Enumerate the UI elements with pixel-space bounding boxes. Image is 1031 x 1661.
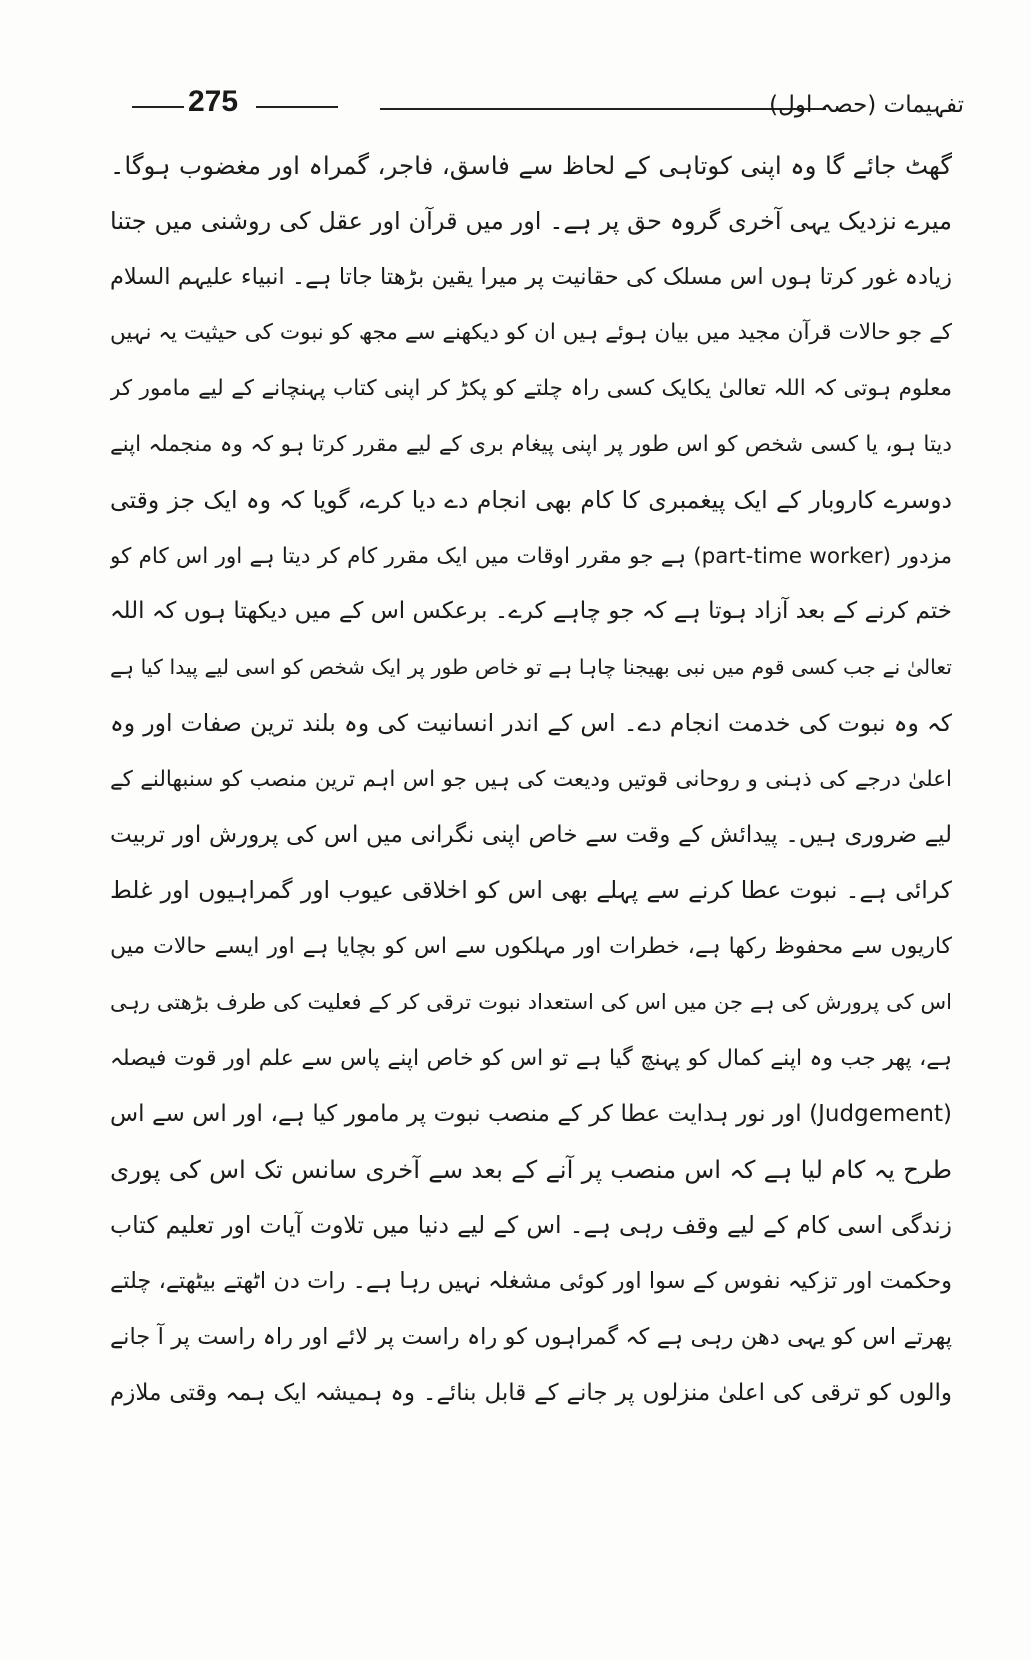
text-line: معلوم ہوتی کہ اللہ تعالیٰ یکایک کسی راہ چلتے کو پکڑ کر اپنی کتاب پہنچانے کے لیے مامور کر	[110, 376, 952, 402]
text-line: کاریوں سے محفوظ رکھا ہے، خطرات اور مہلکوں سے اس کو بچایا ہے اور ایسے حالات میں	[110, 934, 952, 960]
header-dash-right	[256, 106, 338, 108]
text-line: میرے نزدیک یہی آخری گروہ حق پر ہے۔ اور میں قرآن اور عقل کی روشنی میں جتنا	[110, 206, 952, 235]
page-header	[118, 84, 964, 124]
text-line: طرح یہ کام لیا ہے کہ اس منصب پر آنے کے بعد سے آخری سانس تک اس کی پوری	[110, 1155, 952, 1185]
text-line: پھرتے اس کو یہی دھن رہی ہے کہ گمراہوں کو راہ راست پر لائے اور راہ راست پر آ جانے	[110, 1323, 952, 1350]
text-line: تعالیٰ نے جب کسی قوم میں نبی بھیجنا چاہا ہے تو خاص طور پر ایک شخص کو اسی لیے پیدا کیا ہے	[110, 655, 952, 680]
text-line: (Judgement) اور نور ہدایت عطا کر کے منصب نبوت پر مامور کیا ہے، اور اس سے اس	[110, 1100, 952, 1127]
text-line: کے جو حالات قرآن مجید میں بیان ہوئے ہیں ان کو دیکھنے سے مجھ کو نبوت کی حیثیت یہ نہیں	[110, 320, 952, 346]
text-line: گھٹ جائے گا وہ اپنی کوتاہی کے لحاظ سے فاسق، فاجر، گمراہ اور مغضوب ہوگا۔	[110, 151, 952, 180]
header-dash-left	[132, 106, 184, 108]
page-number: 275	[188, 85, 239, 118]
text-line: زندگی اسی کام کے لیے وقف رہی ہے۔ اس کے لیے دنیا میں تلاوت آیات اور تعلیم کتاب	[110, 1211, 952, 1240]
text-line: مزدور (part-time worker) ہے جو مقرر اوقات میں ایک مقرر کام کر دیتا ہے اور اس کام کو	[110, 543, 952, 569]
text-line: وحکمت اور تزکیہ نفوس کے سوا اور کوئی مشغلہ نہیں رہا ہے۔ رات دن اٹھتے بیٹھتے، چلتے	[110, 1267, 952, 1294]
header-rule	[380, 108, 826, 110]
text-line: کہ وہ نبوت کی خدمت انجام دے۔ اس کے اندر انسانیت کی وہ بلند ترین صفات اور وہ	[110, 708, 952, 737]
text-line: ہے، پھر جب وہ اپنے کمال کو پہنچ گیا ہے تو اس کو خاص اپنے پاس سے علم اور قوت فیصلہ	[110, 1045, 952, 1071]
running-title: تفہیمات (حصہ اول)	[769, 92, 964, 118]
text-line: والوں کو ترقی کی اعلیٰ منزلوں پر جانے کے قابل بنائے۔ وہ ہمیشہ ایک ہمہ وقتی ملازم	[110, 1379, 952, 1406]
text-line: اعلیٰ درجے کی ذہنی و روحانی قوتیں ودیعت کی ہیں جو اس اہم ترین منصب کو سنبھالنے کے	[110, 766, 952, 792]
text-line: دوسرے کاروبار کے ایک پیغمبری کا کام بھی انجام دے دیا کرے، گویا کہ وہ ایک جز وقتی	[110, 485, 952, 514]
text-line: اس کی پرورش کی ہے جن میں اس کی استعداد نبوت ترقی کر کے فعلیت کی طرف بڑھتی رہی	[110, 989, 952, 1014]
text-line: دیتا ہو، یا کسی شخص کو اس طور پر اپنی پیغام بری کے لیے مقرر کرتا ہو کہ وہ منجملہ اپنے	[110, 431, 952, 457]
text-line: لیے ضروری ہیں۔ پیدائش کے وقت سے خاص اپنی نگرانی میں اس کی پرورش اور تربیت	[110, 821, 952, 848]
text-line: کرائی ہے۔ نبوت عطا کرنے سے پہلے بھی اس کو اخلاقی عیوب اور گمراہیوں اور غلط	[110, 876, 952, 905]
body-text	[110, 138, 952, 1421]
text-line: ختم کرنے کے بعد آزاد ہوتا ہے کہ جو چاہے کرے۔ برعکس اس کے میں دیکھتا ہوں کہ اللہ	[110, 598, 952, 625]
text-line: زیادہ غور کرتا ہوں اس مسلک کی حقانیت پر میرا یقین بڑھتا جاتا ہے۔ انبیاء علیہم السلام	[110, 263, 952, 290]
